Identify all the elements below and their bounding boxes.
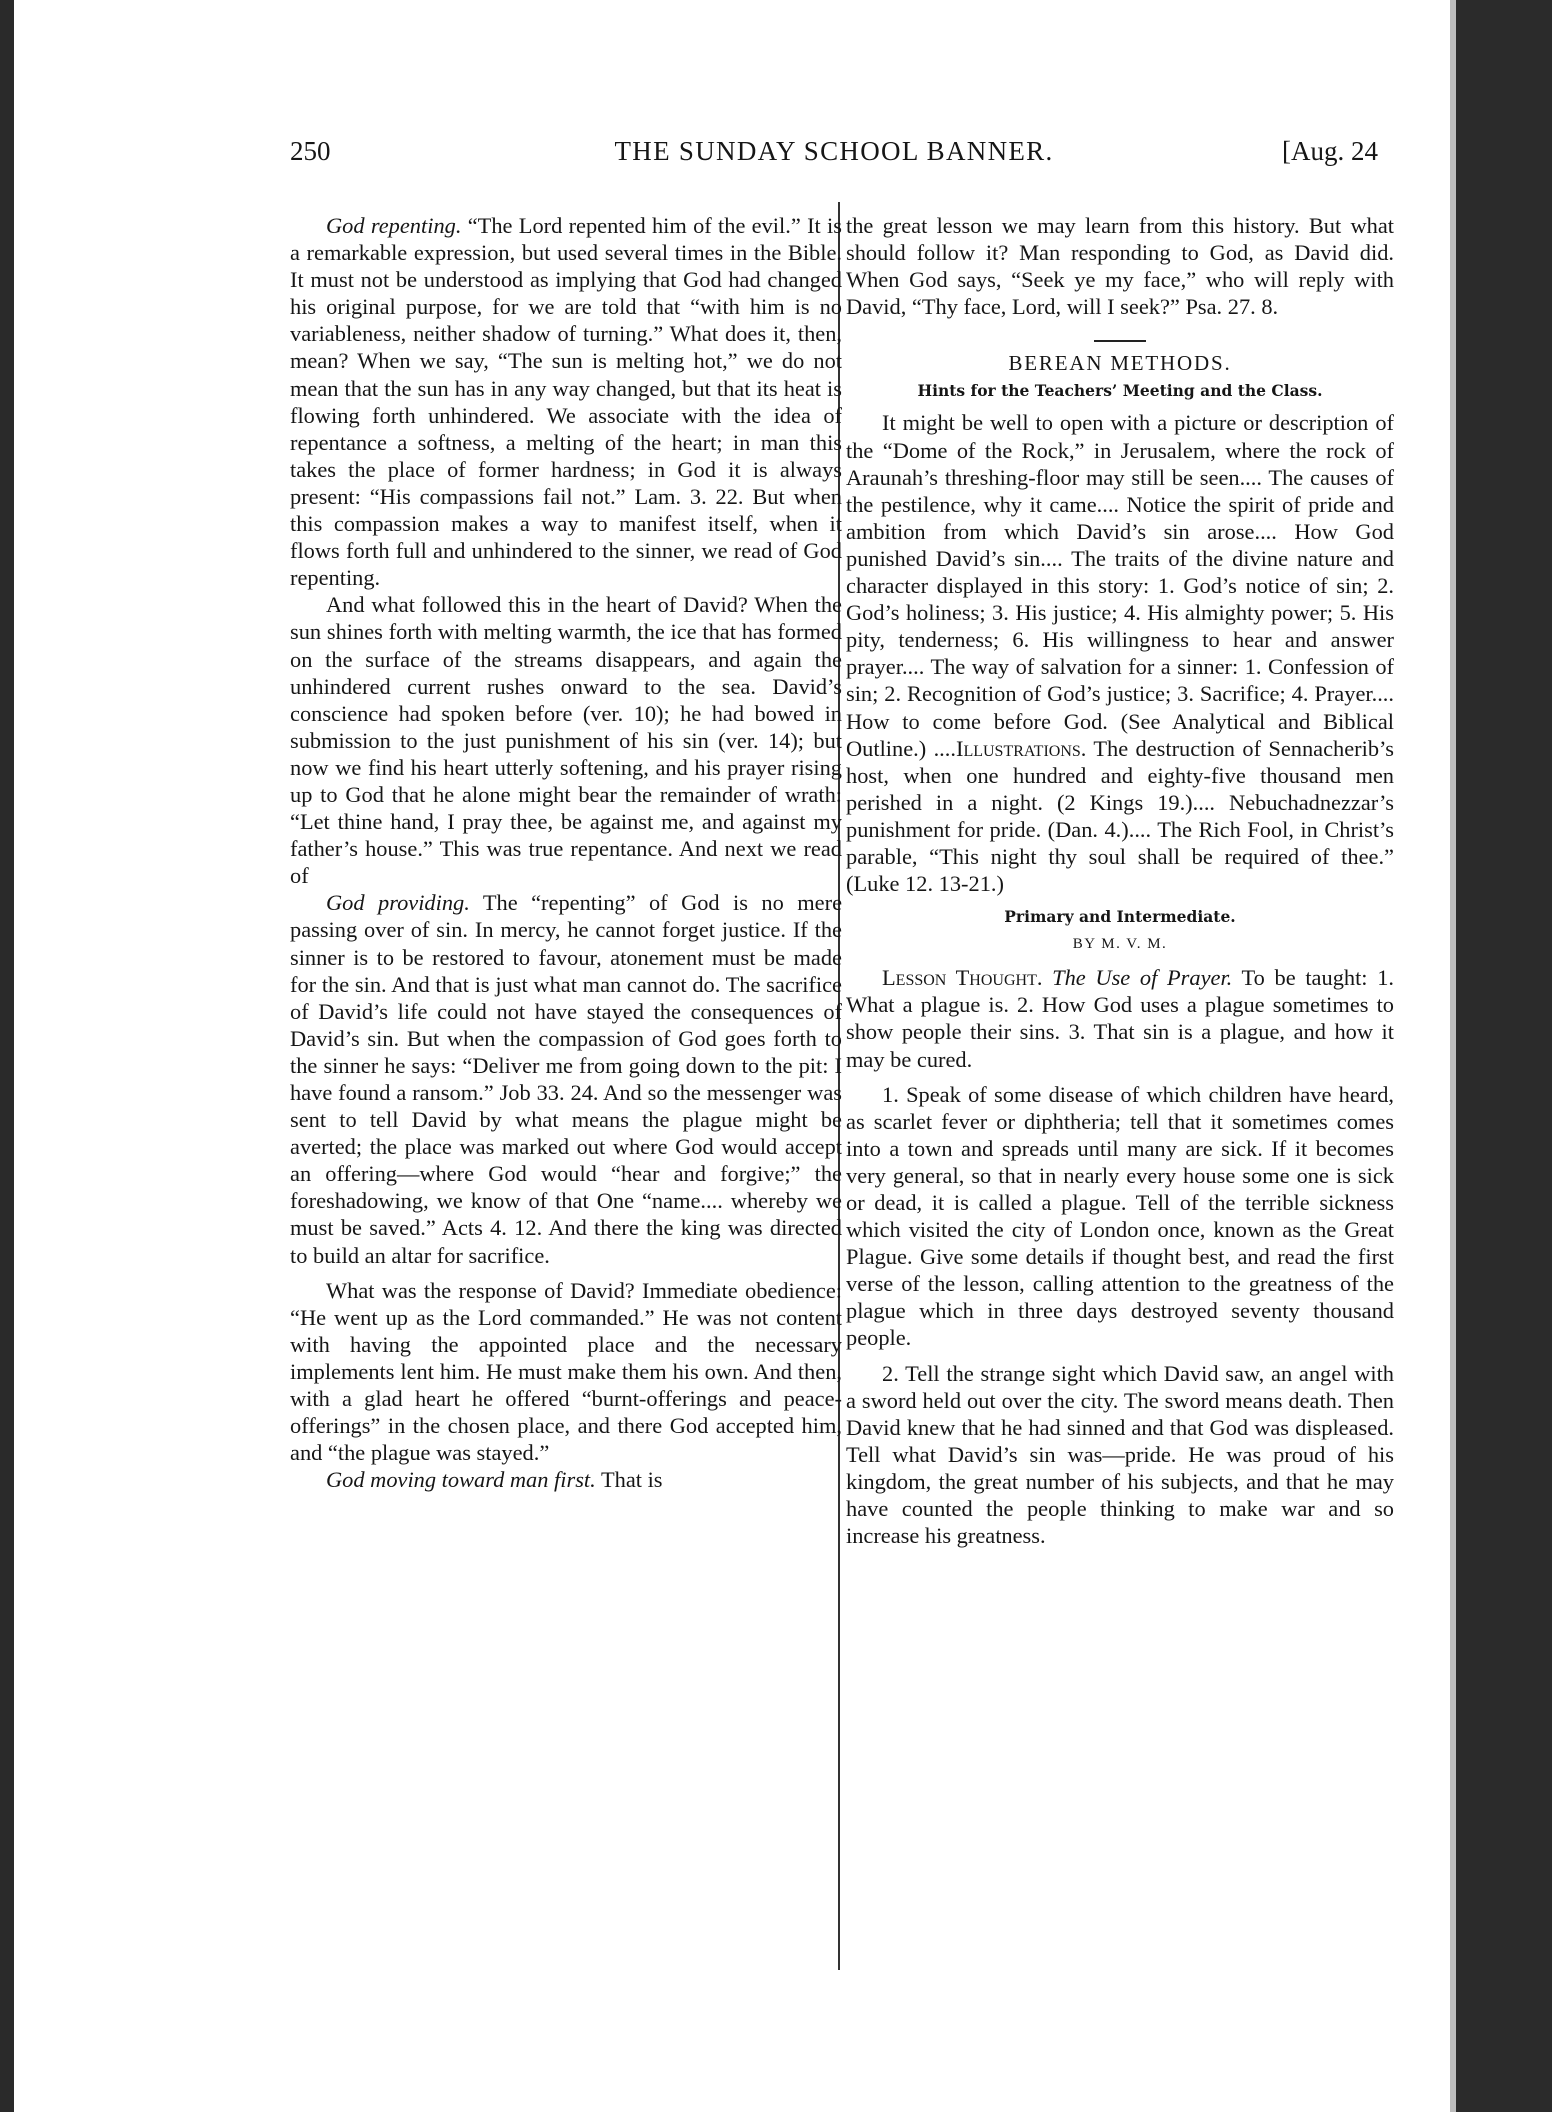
running-title: THE SUNDAY SCHOOL BANNER. <box>614 136 1054 166</box>
paragraph-god-repenting <box>290 212 842 591</box>
illustrations-label: Illustrations. <box>955 735 1087 761</box>
paragraph-text: “The Lord repented him of the evil.” It is a remarkable expression, but used several times in the Bible. It must not be understood as implying that God had changed his original purpose, for we are told that “with him is no variableness, neither shadow of turning.” What does it, then, mean? When we say, “The sun is melting hot,” we do not mean that the sun has in any way changed, but that its heat is flowing forth unhindered. We associate with the idea of repentance a softness, a melting of the heart; in man this takes the place of former hardness; in God it is always present: “His compassions fail not.” Lam. 3. 22. But when this compassion makes a way to manifest itself, when it flows forth full and unhindered to the sinner, we read of God repenting. <box>290 213 842 591</box>
section-heading: BEREAN METHODS. <box>1008 351 1232 376</box>
run-in-heading: God repenting. <box>326 213 462 238</box>
paragraph-text: To be taught: 1. What a plague is. 2. How God uses a plague sometimes to show people their sins. 3. That sin is a plague, and how it may be cured. <box>846 965 1394 1072</box>
paragraph-berean-methods <box>846 409 1394 897</box>
paragraph-lesson-thought <box>846 964 1394 1072</box>
byline: BY M. V. M. <box>1072 936 1168 953</box>
run-in-heading: God moving toward man first. <box>326 1467 596 1493</box>
paragraph-text: That is <box>595 1467 663 1493</box>
paragraph-david-heart: And what followed this in the heart of David? When the sun shines forth with melting warmth, the ice that has formed on the surface of the streams disappears, and again the unhindered current rushes onward to the sea. David’s conscience had spoken before (ver. 10); he had bowed in submission to the just punishment of his sin (ver. 14); but now we find his heart utterly softening, and his prayer rising up to God that he alone might bear the remainder of wrath: “Let thine hand, I pray thee, be against me, and against my father’s house.” This was true repentance. And next we read of <box>290 592 842 889</box>
scan-right-edge <box>1456 0 1552 2112</box>
right-column <box>846 212 1394 1972</box>
paragraph-god-moving <box>290 1466 842 1493</box>
run-in-heading: God providing. <box>326 890 470 916</box>
paragraph-text: The destruction of Sennacherib’s host, when one hundred and eighty-five thousand men perished in a night. (2 Kings 19.).... Nebuchadnezzar’s punishment for pride. (Dan. 4.).... The Rich Fool, in Christ’s parable, “This night thy soul shall be required of thee.” (Luke 12. 13-21.) <box>846 735 1394 897</box>
paragraph-continuation: the great lesson we may learn from this history. But what should follow it? Man responding to God, as David did. When God says, “Seek ye my face,” who will reply with David, “Thy face, Lord, will I seek?” Psa. 27. 8. <box>846 213 1394 320</box>
page-number: 250 <box>290 136 331 166</box>
lesson-thought-label: Lesson Thought. <box>882 965 1043 991</box>
paragraph-god-providing <box>290 889 842 1268</box>
left-column <box>290 212 842 1972</box>
primary-heading: Primary and Intermediate. <box>1004 907 1236 927</box>
page-header <box>290 136 1378 176</box>
paragraph-point-two: 2. Tell the strange sight which David saw, an angel with a sword held out over the city. The sword means death. Then David knew that he had sinned and that God was displeased. Tell what David’s sin was—pride. He was proud of his kingdom, the great number of his subjects, and that he may have counted the people thinking to make war and so increase his greatness. <box>846 1360 1394 1549</box>
lesson-title: The Use of Prayer. <box>1052 965 1233 991</box>
issue-date: [Aug. 24 <box>1282 136 1378 166</box>
section-rule <box>1094 340 1146 342</box>
paragraph-text: It might be well to open with a picture or description of the “Dome of the Rock,” in Jerusalem, where the rock of Araunah’s threshing-floor may still be seen.... The causes of the pestilence, why it came.... Notice the spirit of pride and ambition from which David’s sin arose.... How God punished David’s sin.... The traits of the divine nature and character displayed in this story: 1. God’s notice of sin; 2. God’s holiness; 3. His justice; 4. His almighty power; 5. His pity, tenderness; 6. His willingness to hear and answer prayer.... The way of salvation for a sinner: 1. Confession of sin; 2. Recognition of God’s justice; 3. Sacrifice; 4. Prayer.... How to come before God. (See Analytical and Biblical Outline.) .... <box>846 410 1394 761</box>
section-subheading: Hints for the Teachers’ Meeting and the Class. <box>917 381 1323 401</box>
paragraph-response-of-david: What was the response of David? Immediate obedience: “He went up as the Lord commanded.” He was not content with having the appointed place and the necessary implements lent him. He must make them his own. And then, with a glad heart he offered “burnt-offerings and peace-offerings” in the chosen place, and there God accepted him, and “the plague was stayed.” <box>290 1277 842 1466</box>
paragraph-text: The “repenting” of God is no mere passing over of sin. In mercy, he cannot forget justice. If the sinner is to be restored to favour, atonement must be made for the sin. And that is just what man cannot do. The sacrifice of David’s life could not have stayed the consequences of David’s sin. But when the compassion of God goes forth to the sinner he says: “Deliver me from going down to the pit: I have found a ransom.” Job 33. 24. And so the messenger was sent to tell David by what means the plague might be averted; the place was marked out where God would accept an offering—where God would “hear and forgive;” the foreshadowing, we know of that One “name.... whereby we must be saved.” Acts 4. 12. And there the king was directed to build an altar for sacrifice. <box>290 890 843 1268</box>
paragraph-point-one: 1. Speak of some disease of which children have heard, as scarlet fever or diphtheria; tell that it sometimes comes into a town and spreads until many are sick. If it becomes very general, so that in nearly every house some one is sick or dead, it is called a plague. Tell of the terrible sickness which visited the city of London once, known as the Great Plague. Give some details if thought best, and read the first verse of the lesson, calling attention to the greatness of the plague which in three days destroyed seventy thousand people. <box>846 1081 1394 1351</box>
scan-left-edge <box>0 0 14 2112</box>
